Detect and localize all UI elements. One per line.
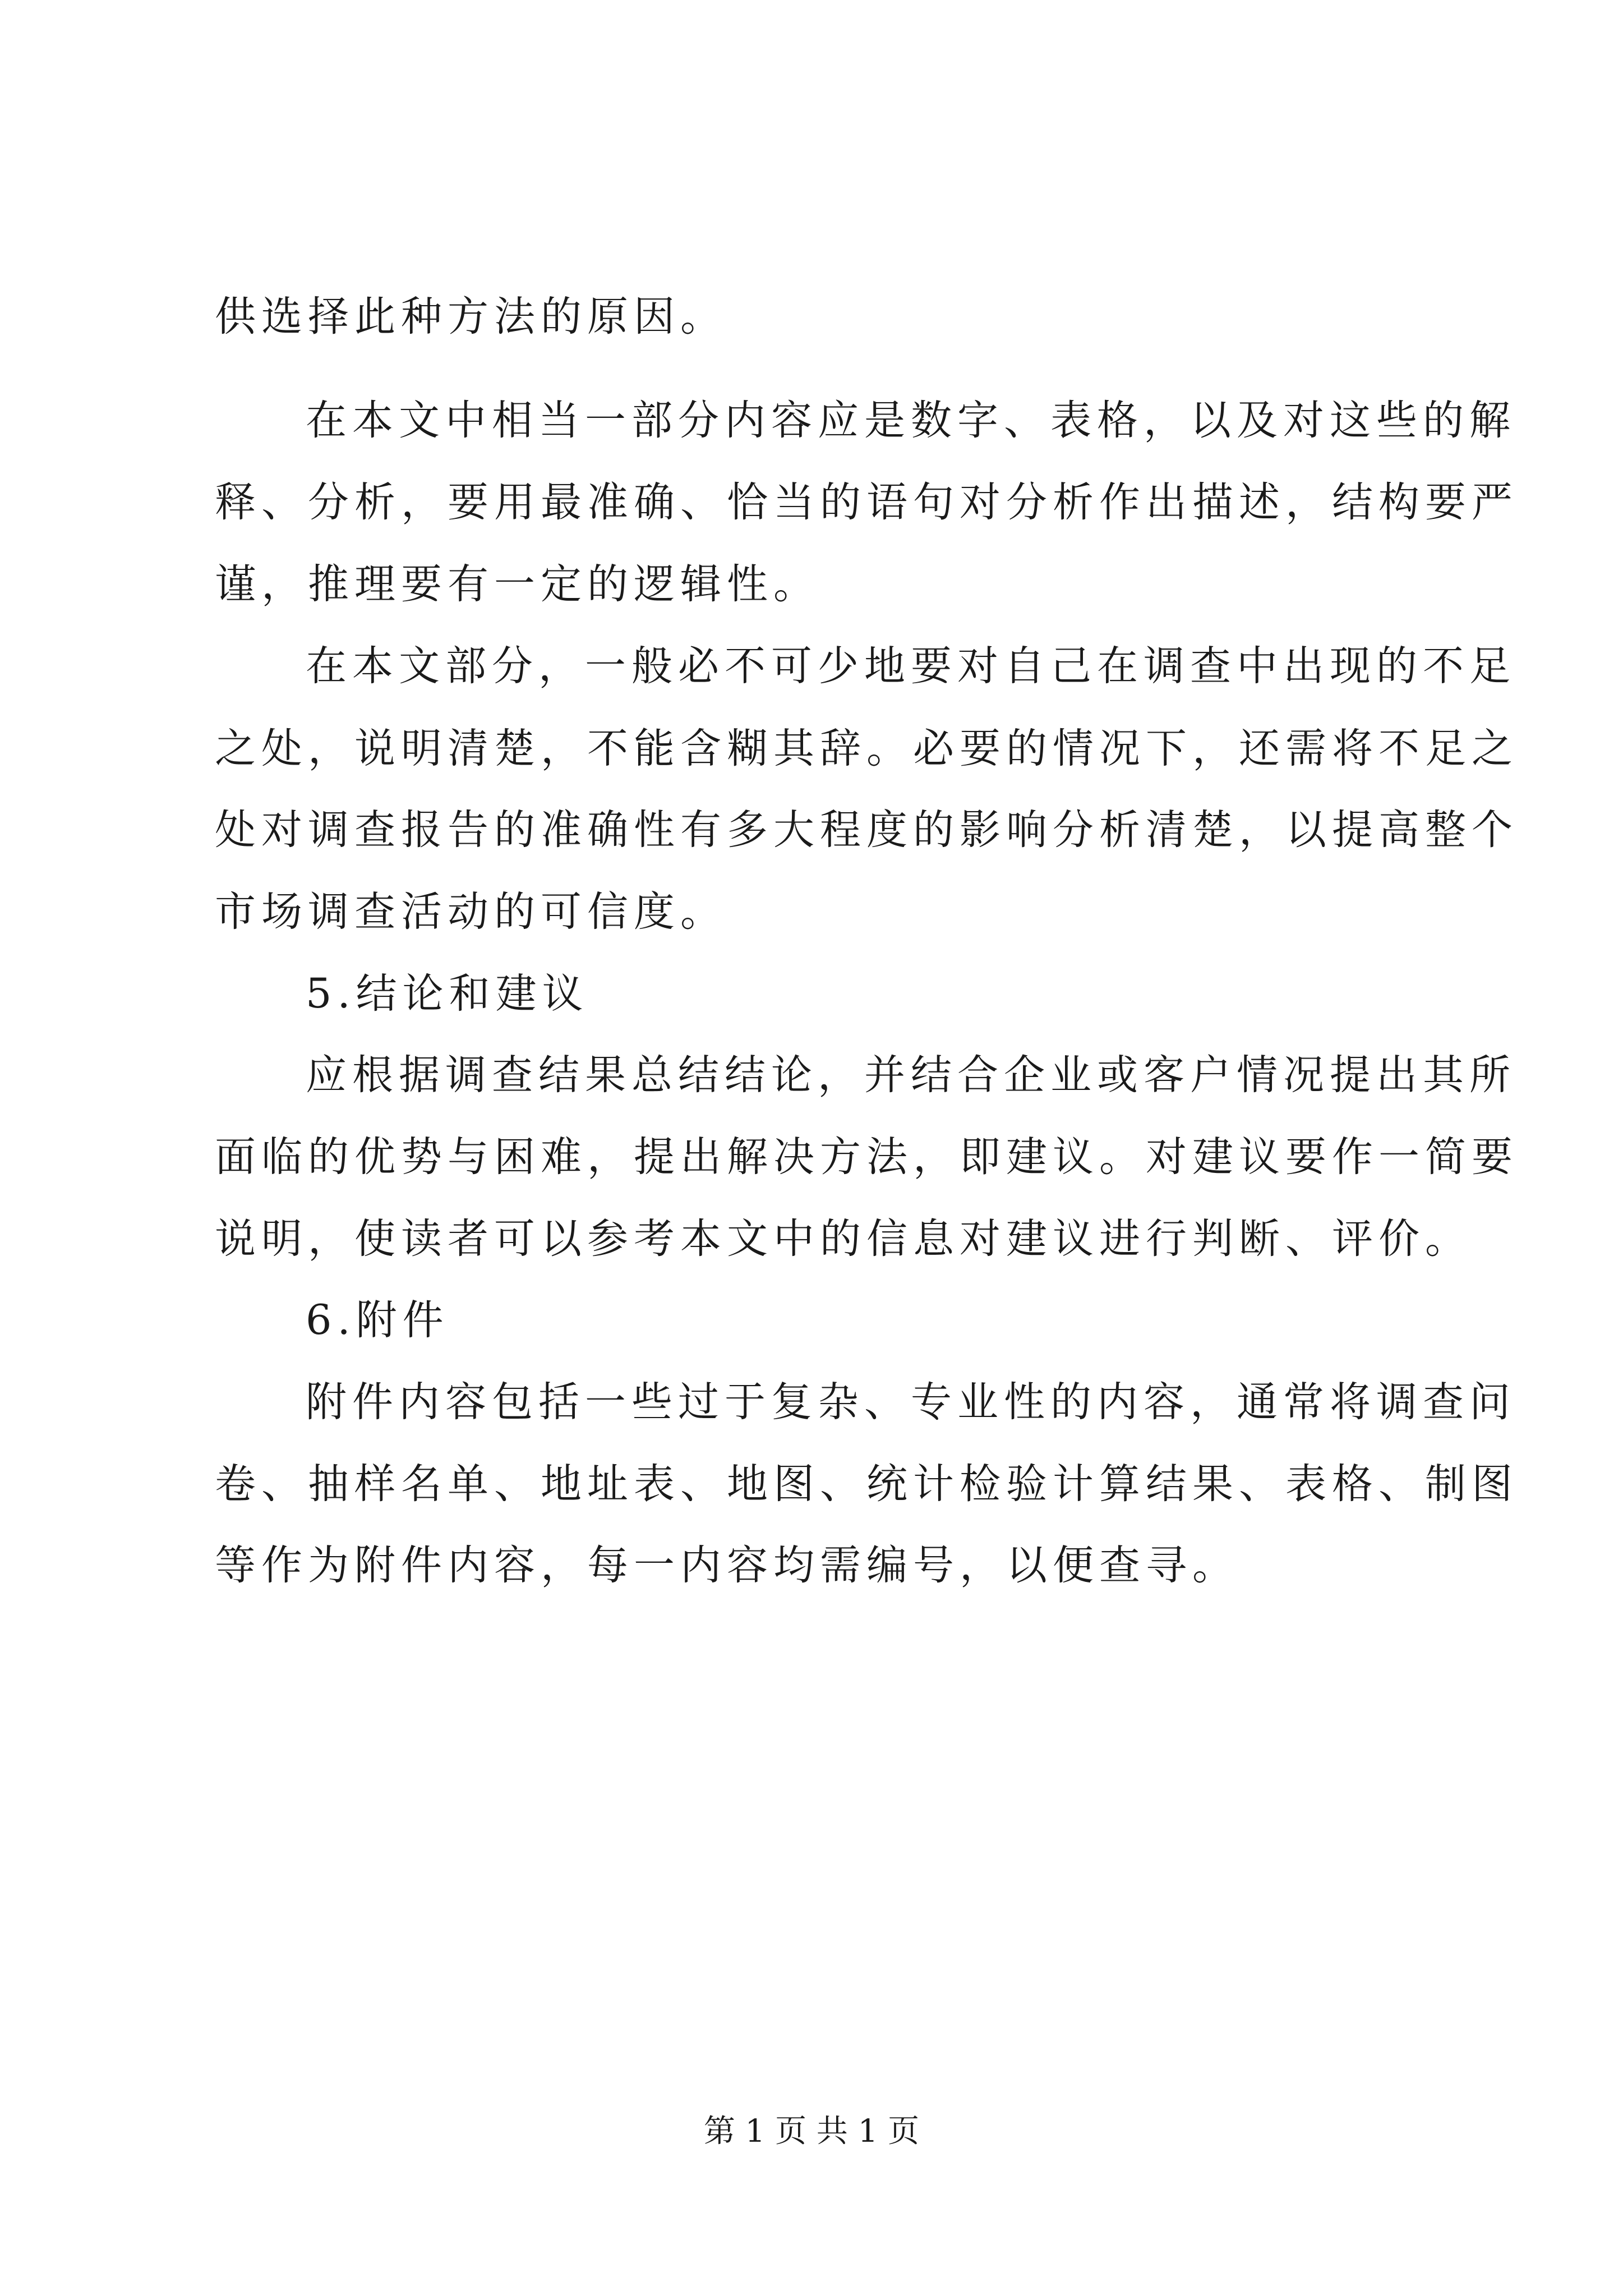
paragraph-line: 之处，说明清楚，不能含糊其辞。必要的情况下，还需将不足之 [215,725,1518,772]
paragraph-line: 面临的优势与困难，提出解决方法，即建议。对建议要作一简要 [215,1133,1518,1181]
paragraph-line: 谨，推理要有一定的逻辑性。 [215,560,820,608]
paragraph-line: 在本文部分，一般必不可少地要对自己在调查中出现的不足 [306,642,1516,690]
paragraph-line: 供选择此种方法的原因。 [215,293,727,341]
page-footer: 第 1 页 共 1 页 [703,2113,920,2150]
section-heading: 6.附件 [306,1296,449,1344]
paragraph-line: 等作为附件内容，每一内容均需编号，以便查寻。 [215,1542,1239,1589]
section-heading: 5.结论和建议 [306,970,589,1018]
paragraph-line: 在本文中相当一部分内容应是数字、表格，以及对这些的解 [306,397,1516,444]
paragraph-line: 说明，使读者可以参考本文中的信息对建议进行判断、评价。 [215,1215,1472,1263]
paragraph-line: 处对调查报告的准确性有多大程度的影响分析清楚，以提高整个 [215,806,1518,854]
paragraph-line: 市场调查活动的可信度。 [215,888,727,936]
paragraph-line: 附件内容包括一些过于复杂、专业性的内容，通常将调查问 [306,1378,1516,1426]
paragraph-line: 卷、抽样名单、地址表、地图、统计检验计算结果、表格、制图 [215,1460,1518,1508]
paragraph-line: 应根据调查结果总结结论，并结合企业或客户情况提出其所 [306,1051,1516,1099]
paragraph-line: 释、分析，要用最准确、恰当的语句对分析作出描述，结构要严 [215,478,1518,526]
